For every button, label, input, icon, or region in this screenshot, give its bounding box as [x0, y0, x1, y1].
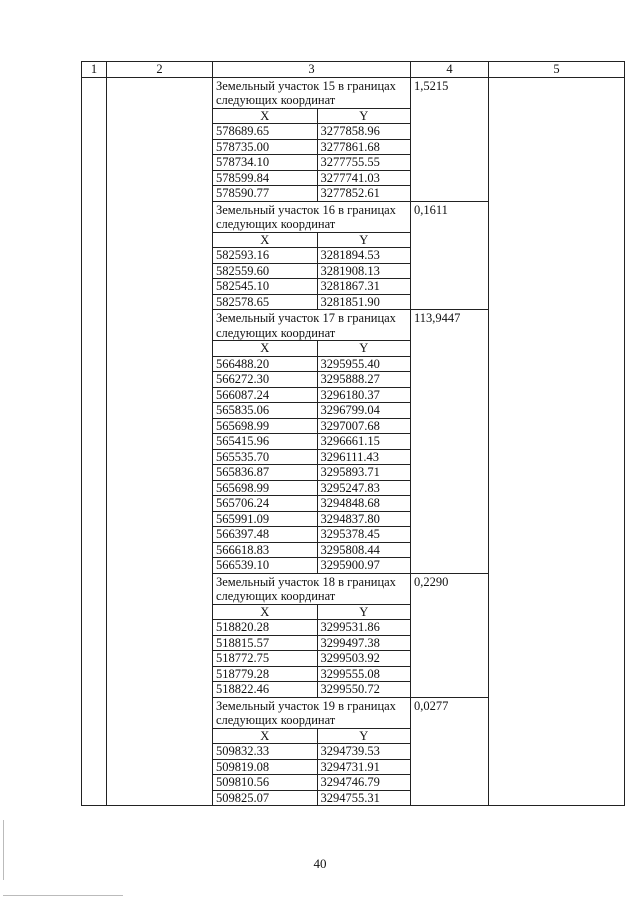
x-value: 578735.00 — [213, 139, 317, 155]
y-value: 3295900.97 — [320, 558, 380, 572]
x-value: 518820.28 — [213, 620, 317, 636]
parcel-description-cell — [213, 201, 411, 310]
parcel-coordinates — [213, 202, 410, 310]
y-header: Y — [317, 604, 410, 620]
x-value: 566272.30 — [213, 372, 317, 388]
col5-cell — [489, 77, 625, 806]
parcel-title: Земельный участок 15 в границах следующих координат — [213, 78, 410, 109]
x-value: 582559.60 — [213, 263, 317, 279]
x-value: 566488.20 — [213, 356, 317, 372]
y-value: 3281908.13 — [317, 263, 410, 279]
x-value: 582578.65 — [213, 294, 317, 309]
page-number: 40 — [313, 856, 327, 871]
y-value: 3295378.45 — [317, 527, 410, 543]
coordinate-row — [213, 170, 410, 186]
y-value: 3295808.44 — [317, 542, 410, 558]
y-value: 3296661.15 — [317, 434, 410, 450]
col1-header: 1 — [82, 62, 107, 78]
x-header: X — [213, 604, 317, 620]
y-value: 3277858.96 — [317, 124, 410, 140]
y-value: 3295955.40 — [317, 356, 410, 372]
x-header: X — [213, 728, 317, 744]
y-value: 3277852.61 — [320, 186, 380, 200]
y-value: 3299555.08 — [317, 666, 410, 682]
x-value: 565535.70 — [213, 449, 317, 465]
y-value: 3277741.03 — [317, 170, 410, 186]
coordinate-row — [213, 666, 410, 682]
x-value: 509832.33 — [213, 744, 317, 760]
col4-header: 4 — [411, 62, 489, 78]
coordinate-row — [213, 356, 410, 372]
x-value: 582545.10 — [213, 279, 317, 295]
coordinate-row — [213, 248, 410, 264]
coordinate-row — [213, 465, 410, 481]
land-parcels-table — [81, 61, 625, 806]
parcel-title: Земельный участок 16 в границах следующих координат — [213, 202, 410, 233]
coordinate-row — [213, 387, 410, 403]
x-header: X — [213, 341, 317, 357]
parcel-area: 0,1611 — [411, 201, 489, 310]
x-value: 518815.57 — [213, 635, 317, 651]
parcel-rows — [82, 77, 625, 806]
x-value: 566618.83 — [213, 542, 317, 558]
parcel-description-cell — [213, 697, 411, 806]
coordinate-row — [213, 480, 410, 496]
y-header: Y — [317, 108, 410, 124]
coordinate-row — [213, 279, 410, 295]
y-value: 3295888.27 — [317, 372, 410, 388]
scan-mark — [3, 895, 123, 896]
parcel-coordinates — [213, 310, 410, 573]
col1-cell — [82, 77, 107, 806]
x-value: 518779.28 — [213, 666, 317, 682]
x-value: 578689.65 — [213, 124, 317, 140]
y-value: 3294755.31 — [320, 790, 380, 805]
x-header: X — [213, 232, 317, 248]
coordinate-row — [213, 294, 410, 309]
x-value: 509825.07 — [213, 790, 317, 805]
coordinate-row — [213, 186, 410, 201]
col5-header: 5 — [489, 62, 625, 78]
parcel-area: 1,5215 — [411, 77, 489, 201]
x-value: 578599.84 — [213, 170, 317, 186]
x-value: 578590.77 — [213, 186, 317, 201]
x-value: 565835.06 — [213, 403, 317, 419]
scan-mark — [3, 820, 4, 880]
coordinate-row — [213, 775, 410, 791]
parcel-coordinates — [213, 574, 410, 697]
coordinate-row — [213, 155, 410, 171]
y-value: 3299531.86 — [317, 620, 410, 636]
parcel-title: Земельный участок 17 в границах следующих координат — [213, 310, 410, 341]
coordinate-row — [213, 651, 410, 667]
coordinate-row — [213, 372, 410, 388]
y-value: 3281894.53 — [317, 248, 410, 264]
coordinate-row — [213, 558, 410, 573]
y-value: 3281867.31 — [317, 279, 410, 295]
y-value: 3277755.55 — [317, 155, 410, 171]
col3-header: 3 — [213, 62, 411, 78]
y-value: 3299550.72 — [320, 682, 380, 696]
coordinate-row — [213, 682, 410, 697]
parcel-row — [82, 77, 625, 201]
parcel-description-cell — [213, 310, 411, 574]
y-value: 3294746.79 — [317, 775, 410, 791]
coordinate-row — [213, 620, 410, 636]
coordinate-row — [213, 263, 410, 279]
coordinate-row — [213, 527, 410, 543]
x-value: 565836.87 — [213, 465, 317, 481]
parcel-description-cell — [213, 573, 411, 697]
coordinate-row — [213, 403, 410, 419]
x-value: 565706.24 — [213, 496, 317, 512]
col2-header: 2 — [107, 62, 213, 78]
parcel-title: Земельный участок 18 в границах следующих координат — [213, 574, 410, 605]
x-value: 565698.99 — [213, 418, 317, 434]
y-value: 3294731.91 — [317, 759, 410, 775]
y-header: Y — [317, 728, 410, 744]
y-value: 3296799.04 — [317, 403, 410, 419]
coordinate-row — [213, 124, 410, 140]
coordinate-row — [213, 542, 410, 558]
coordinate-row — [213, 635, 410, 651]
x-value: 566539.10 — [213, 558, 317, 573]
y-value: 3297007.68 — [317, 418, 410, 434]
coordinate-row — [213, 744, 410, 760]
y-value: 3295893.71 — [317, 465, 410, 481]
parcel-area: 0,2290 — [411, 573, 489, 697]
x-header: X — [213, 108, 317, 124]
x-value: 509819.08 — [213, 759, 317, 775]
y-value: 3294837.80 — [317, 511, 410, 527]
y-value: 3294848.68 — [317, 496, 410, 512]
coordinate-row — [213, 759, 410, 775]
col2-cell — [107, 77, 213, 806]
coordinate-row — [213, 418, 410, 434]
x-value: 566087.24 — [213, 387, 317, 403]
x-value: 565991.09 — [213, 511, 317, 527]
x-value: 565698.99 — [213, 480, 317, 496]
y-value: 3281851.90 — [320, 294, 380, 309]
y-value: 3277861.68 — [317, 139, 410, 155]
parcel-area: 0,0277 — [411, 697, 489, 806]
coordinate-row — [213, 511, 410, 527]
parcel-coordinates — [213, 698, 410, 806]
x-value: 578734.10 — [213, 155, 317, 171]
coordinate-row — [213, 449, 410, 465]
coordinate-row — [213, 434, 410, 450]
parcel-description-cell — [213, 77, 411, 201]
x-value: 566397.48 — [213, 527, 317, 543]
coordinate-row — [213, 496, 410, 512]
y-header: Y — [317, 232, 410, 248]
coordinate-row — [213, 139, 410, 155]
y-value: 3294739.53 — [317, 744, 410, 760]
y-value: 3299503.92 — [317, 651, 410, 667]
y-value: 3295247.83 — [317, 480, 410, 496]
parcel-coordinates — [213, 78, 410, 201]
y-value: 3296180.37 — [317, 387, 410, 403]
x-value: 509810.56 — [213, 775, 317, 791]
y-header: Y — [317, 341, 410, 357]
x-value: 518772.75 — [213, 651, 317, 667]
header-row — [82, 62, 625, 78]
x-value: 565415.96 — [213, 434, 317, 450]
parcel-title: Земельный участок 19 в границах следующих координат — [213, 698, 410, 729]
x-value: 518822.46 — [213, 682, 317, 697]
coordinate-row — [213, 790, 410, 805]
y-value: 3299497.38 — [317, 635, 410, 651]
parcel-area: 113,9447 — [411, 310, 489, 574]
y-value: 3296111.43 — [317, 449, 410, 465]
x-value: 582593.16 — [213, 248, 317, 264]
